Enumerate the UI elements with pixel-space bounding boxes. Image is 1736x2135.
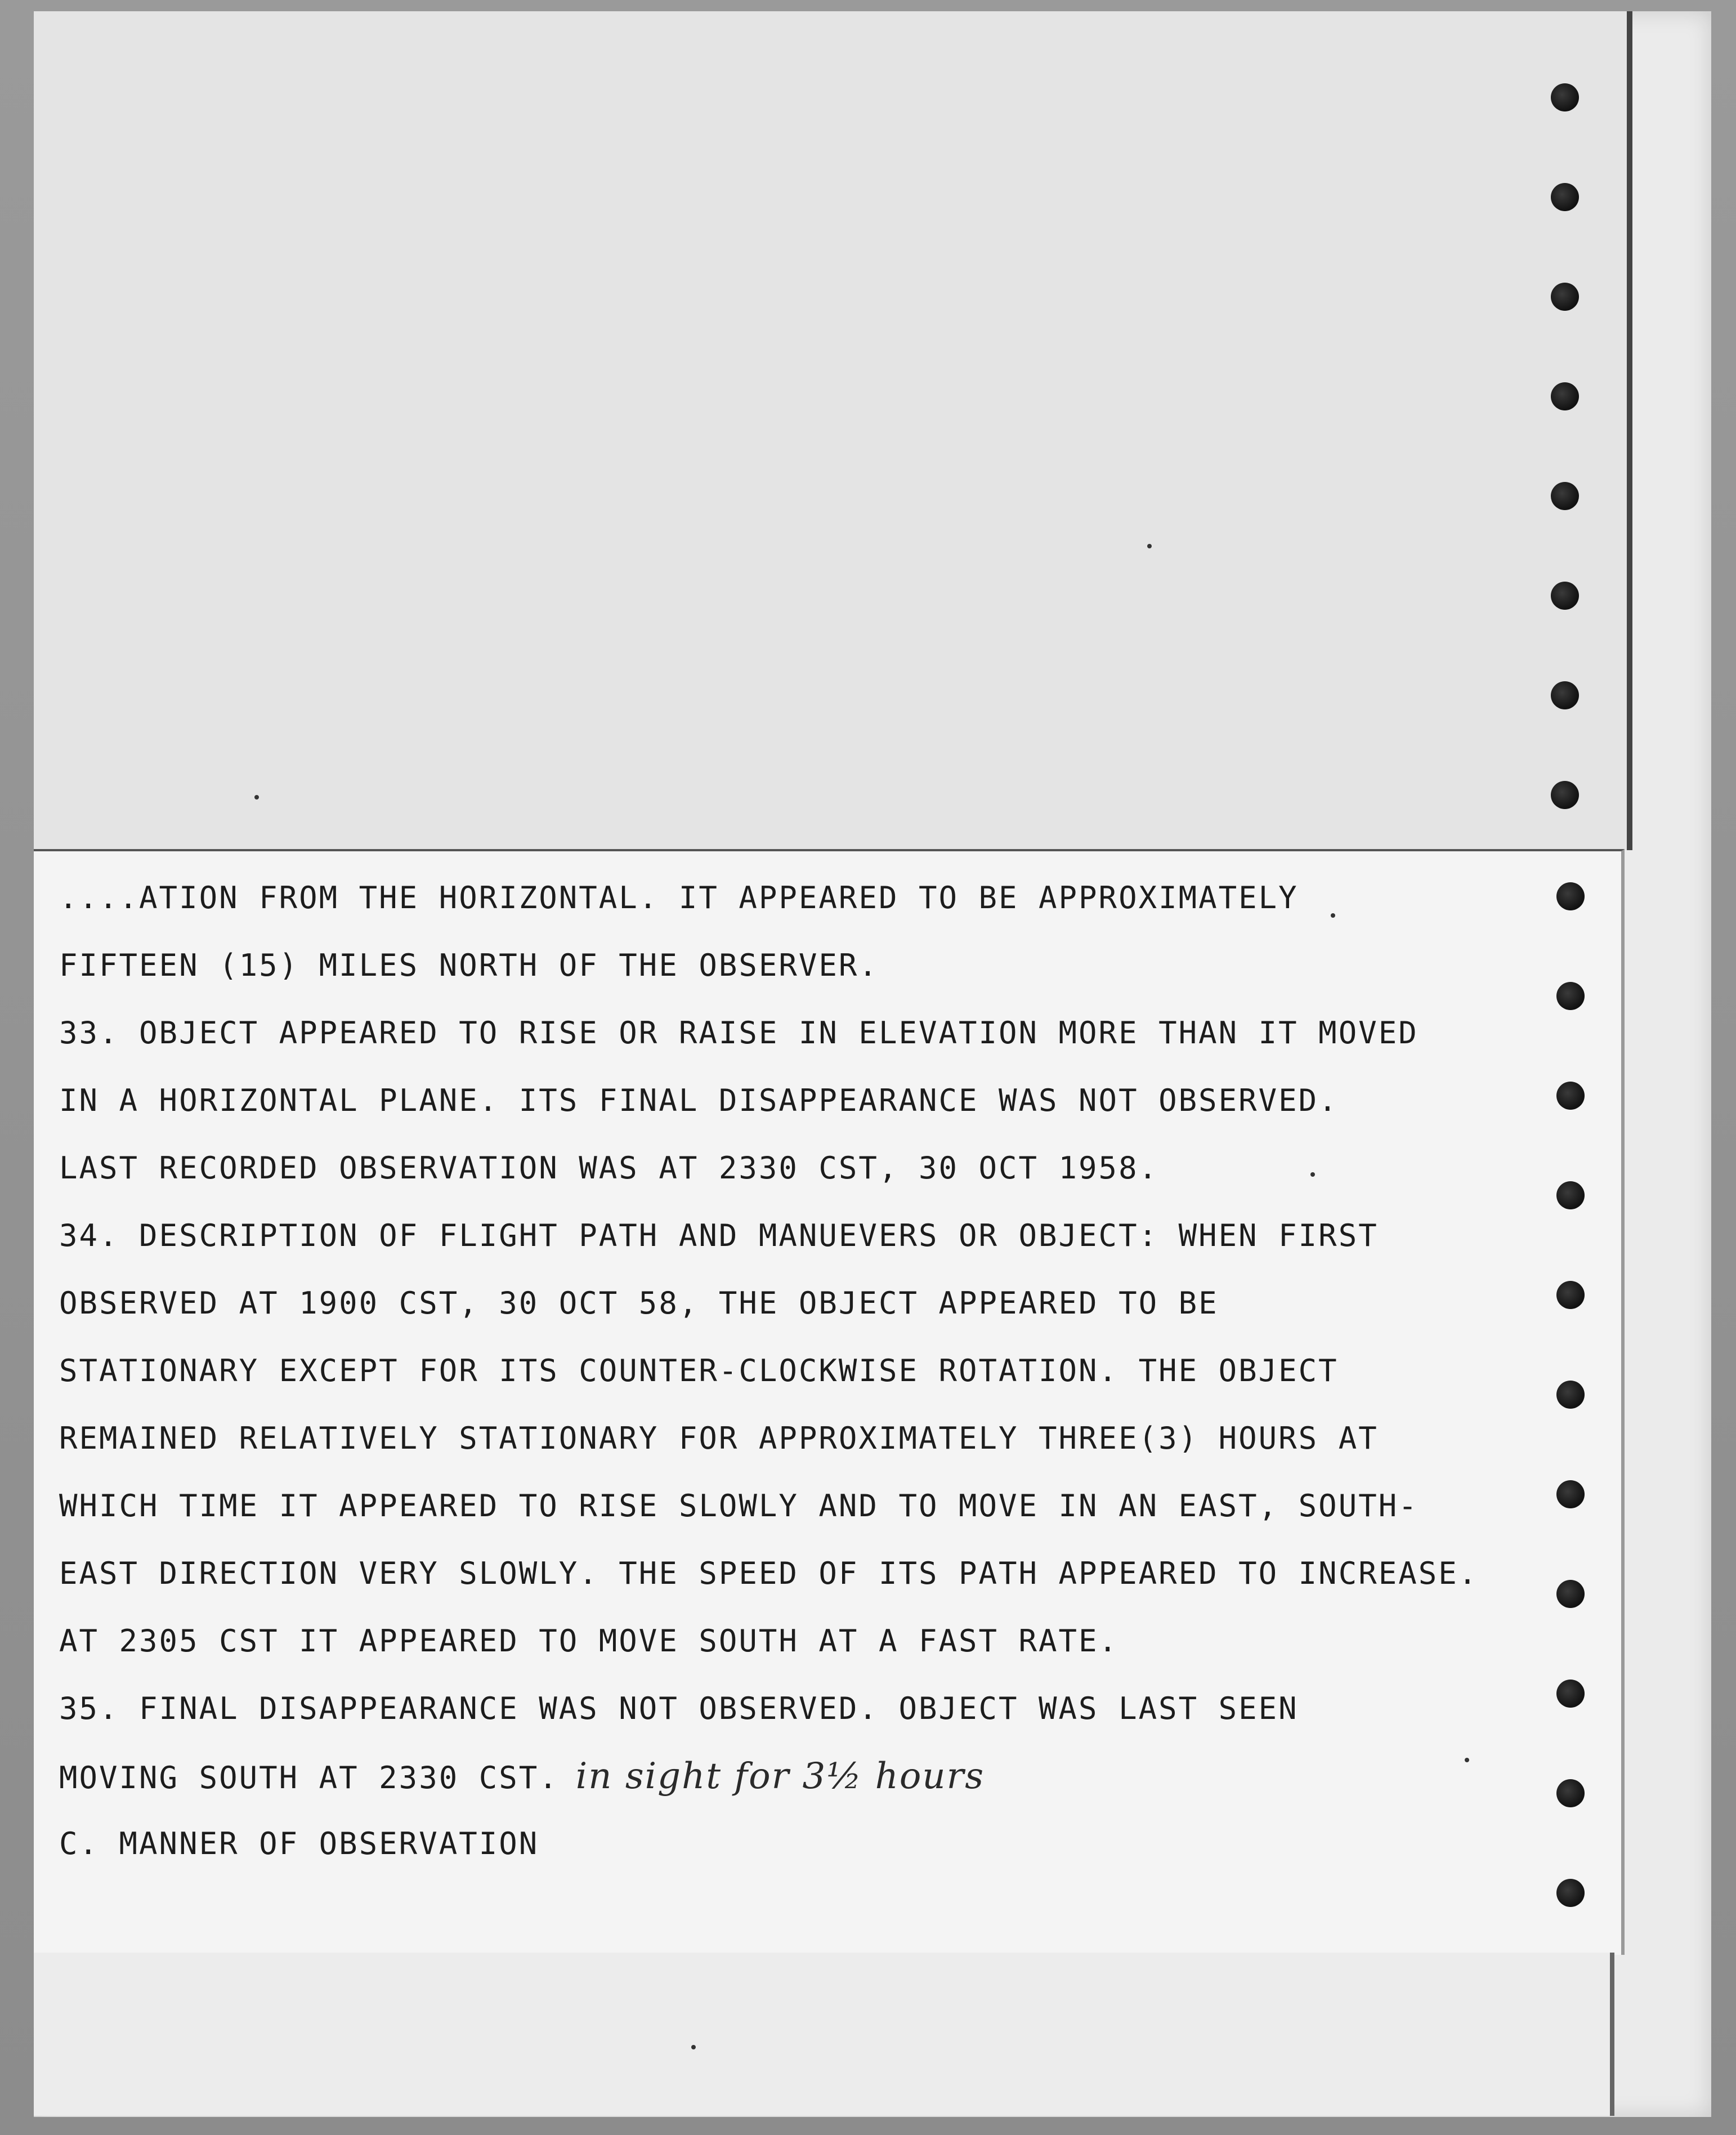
scan-speck xyxy=(1331,913,1335,918)
report-line: C. MANNER OF OBSERVATION xyxy=(59,1826,539,1861)
report-line: 33. OBJECT APPEARED TO RISE OR RAISE IN ELEVATION MORE THAN IT MOVED xyxy=(59,1015,1419,1051)
report-line-with-note xyxy=(59,1754,1534,1821)
report-line: ....ATION FROM THE HORIZONTAL. IT APPEARED TO BE APPROXIMATELY xyxy=(59,880,1299,915)
scan-speck xyxy=(1310,1172,1315,1177)
scan-speck xyxy=(254,795,259,799)
report-line: STATIONARY EXCEPT FOR ITS COUNTER-CLOCKWISE ROTATION. THE OBJECT xyxy=(59,1353,1339,1388)
report-line: FIFTEEN (15) MILES NORTH OF THE OBSERVER. xyxy=(59,948,879,983)
report-line: AT 2305 CST IT APPEARED TO MOVE SOUTH AT A FAST RATE. xyxy=(59,1623,1119,1659)
upper-faded-sheet xyxy=(34,11,1632,850)
scan-speck xyxy=(1465,1758,1469,1762)
tractor-feed-hole-icon xyxy=(1556,1181,1585,1209)
tractor-feed-hole-icon xyxy=(1551,382,1579,410)
tractor-feed-hole-icon xyxy=(1556,982,1585,1010)
tractor-feed-hole-icon xyxy=(1551,283,1579,311)
tractor-feed-hole-icon xyxy=(1556,1381,1585,1409)
tractor-feed-hole-icon xyxy=(1556,1082,1585,1110)
report-line: REMAINED RELATIVELY STATIONARY FOR APPROXIMATELY THREE(3) HOURS AT xyxy=(59,1421,1379,1456)
tractor-feed-hole-icon xyxy=(1551,482,1579,510)
report-line: EAST DIRECTION VERY SLOWLY. THE SPEED OF ITS PATH APPEARED TO INCREASE. xyxy=(59,1556,1479,1591)
tractor-feed-hole-icon xyxy=(1556,1680,1585,1708)
tractor-feed-hole-icon xyxy=(1556,1480,1585,1508)
report-line: 35. FINAL DISAPPEARANCE WAS NOT OBSERVED. OBJECT WAS LAST SEEN xyxy=(59,1691,1299,1726)
handwritten-note: in sight for 3½ hours xyxy=(575,1756,985,1797)
bottom-paper-strip xyxy=(34,1953,1614,2116)
report-line: 34. DESCRIPTION OF FLIGHT PATH AND MANUEVERS OR OBJECT: WHEN FIRST xyxy=(59,1218,1379,1253)
scan-speck xyxy=(691,2045,696,2049)
tractor-feed-hole-icon xyxy=(1556,882,1585,910)
report-line: OBSERVED AT 1900 CST, 30 OCT 58, THE OBJECT APPEARED TO BE xyxy=(59,1285,1219,1321)
tractor-feed-hole-icon xyxy=(1551,681,1579,709)
report-line: IN A HORIZONTAL PLANE. ITS FINAL DISAPPEARANCE WAS NOT OBSERVED. xyxy=(59,1083,1339,1118)
tractor-feed-hole-icon xyxy=(1556,1580,1585,1608)
teletype-report-body xyxy=(59,876,1534,1889)
tractor-feed-hole-icon xyxy=(1556,1879,1585,1907)
report-line: WHICH TIME IT APPEARED TO RISE SLOWLY AND TO MOVE IN AN EAST, SOUTH- xyxy=(59,1488,1419,1524)
tractor-feed-hole-icon xyxy=(1551,582,1579,610)
tractor-feed-hole-icon xyxy=(1556,1779,1585,1807)
report-line: MOVING SOUTH AT 2330 CST. xyxy=(59,1760,559,1795)
tractor-feed-hole-icon xyxy=(1551,83,1579,111)
scan-speck xyxy=(1147,544,1152,548)
tractor-feed-hole-icon xyxy=(1551,183,1579,211)
tractor-feed-hole-icon xyxy=(1556,1281,1585,1309)
report-line: LAST RECORDED OBSERVATION WAS AT 2330 CST, 30 OCT 1958. xyxy=(59,1150,1159,1186)
tractor-feed-hole-icon xyxy=(1551,781,1579,809)
